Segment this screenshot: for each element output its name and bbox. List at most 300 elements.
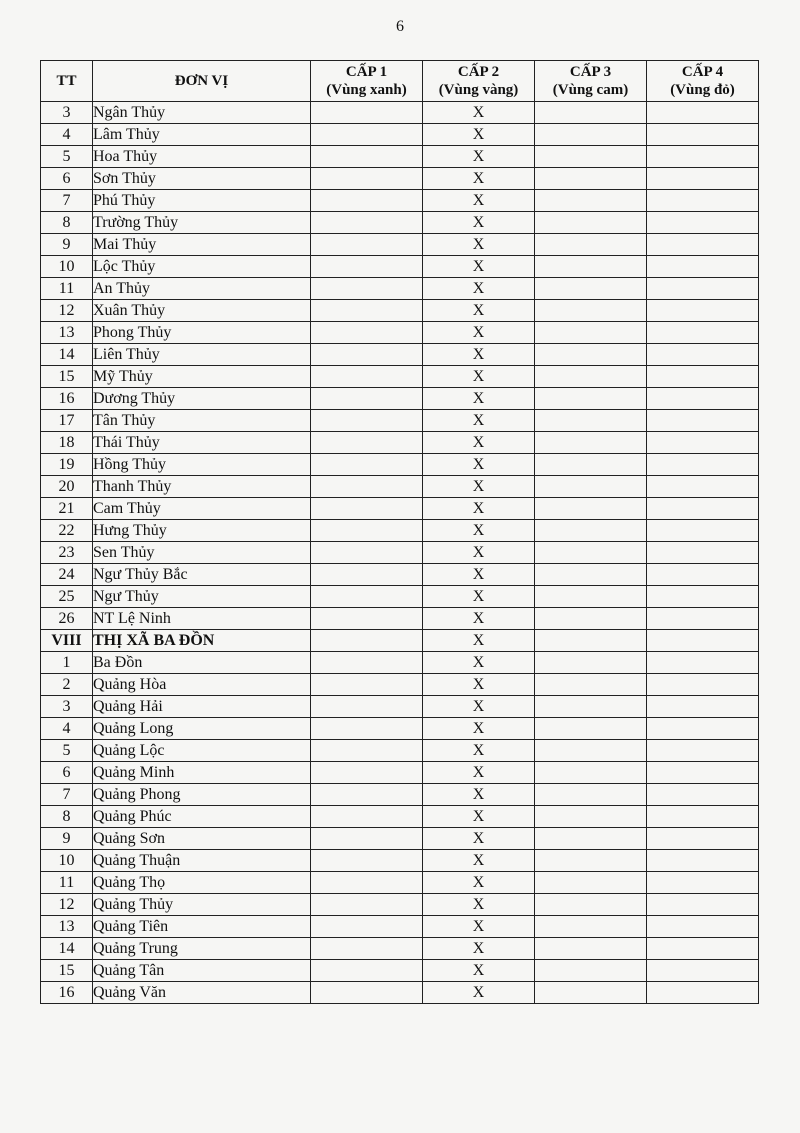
- level-1-cell: [311, 740, 423, 762]
- level-4-cell: [647, 366, 759, 388]
- level-2-cell: X: [423, 410, 535, 432]
- row-number: 24: [41, 564, 93, 586]
- row-number: 4: [41, 124, 93, 146]
- table-row: [41, 432, 759, 454]
- row-number: 13: [41, 916, 93, 938]
- unit-name: Phú Thủy: [93, 190, 311, 212]
- unit-name: Thanh Thủy: [93, 476, 311, 498]
- level-1-cell: [311, 784, 423, 806]
- level-4-cell: [647, 806, 759, 828]
- row-number: 6: [41, 762, 93, 784]
- unit-name: Hồng Thủy: [93, 454, 311, 476]
- unit-name: Lâm Thủy: [93, 124, 311, 146]
- row-number: 8: [41, 806, 93, 828]
- level-3-cell: [535, 498, 647, 520]
- level-1-cell: [311, 718, 423, 740]
- row-number: 9: [41, 234, 93, 256]
- level-3-cell: [535, 102, 647, 124]
- header-level-3: [535, 61, 647, 102]
- table-row: [41, 124, 759, 146]
- level-3-cell: [535, 960, 647, 982]
- row-number: 15: [41, 960, 93, 982]
- level-2-cell: X: [423, 190, 535, 212]
- unit-name: Xuân Thủy: [93, 300, 311, 322]
- unit-name: Quảng Văn: [93, 982, 311, 1004]
- table-row: [41, 828, 759, 850]
- level-4-cell: [647, 740, 759, 762]
- level-2-cell: X: [423, 234, 535, 256]
- table-row: [41, 960, 759, 982]
- level-1-cell: [311, 344, 423, 366]
- row-number: 1: [41, 652, 93, 674]
- level-1-cell: [311, 278, 423, 300]
- header-unit: ĐƠN VỊ: [93, 61, 311, 102]
- level-2-cell: X: [423, 872, 535, 894]
- level-1-cell: [311, 828, 423, 850]
- level-3-cell: [535, 652, 647, 674]
- level-2-cell: X: [423, 476, 535, 498]
- level-4-cell: [647, 652, 759, 674]
- level-1-cell: [311, 498, 423, 520]
- header-level-3-title: CẤP 3: [569, 64, 612, 80]
- level-3-cell: [535, 322, 647, 344]
- level-3-cell: [535, 454, 647, 476]
- level-2-cell: X: [423, 586, 535, 608]
- header-level-4-zone: (Vùng đỏ): [670, 82, 735, 98]
- level-3-cell: [535, 608, 647, 630]
- level-1-cell: [311, 872, 423, 894]
- level-1-cell: [311, 564, 423, 586]
- unit-name: Ngư Thủy Bắc: [93, 564, 311, 586]
- row-number: 5: [41, 146, 93, 168]
- table-row: [41, 520, 759, 542]
- row-number: 3: [41, 102, 93, 124]
- level-1-cell: [311, 234, 423, 256]
- level-1-cell: [311, 696, 423, 718]
- level-3-cell: [535, 586, 647, 608]
- unit-name: Phong Thủy: [93, 322, 311, 344]
- table-body: [41, 102, 759, 1004]
- level-4-cell: [647, 696, 759, 718]
- level-4-cell: [647, 718, 759, 740]
- row-number: 26: [41, 608, 93, 630]
- table-row: [41, 344, 759, 366]
- level-3-cell: [535, 388, 647, 410]
- row-number: 16: [41, 982, 93, 1004]
- row-number: 14: [41, 344, 93, 366]
- row-number: 15: [41, 366, 93, 388]
- level-4-cell: [647, 960, 759, 982]
- table-row: [41, 168, 759, 190]
- level-2-cell: X: [423, 938, 535, 960]
- row-number: 2: [41, 674, 93, 696]
- level-3-cell: [535, 806, 647, 828]
- level-4-cell: [647, 190, 759, 212]
- header-level-2-zone: (Vùng vàng): [438, 82, 519, 98]
- unit-name: Quảng Hòa: [93, 674, 311, 696]
- table-row: [41, 388, 759, 410]
- unit-name: Quảng Sơn: [93, 828, 311, 850]
- level-2-cell: X: [423, 784, 535, 806]
- level-3-cell: [535, 872, 647, 894]
- zone-level-table: [40, 60, 759, 1004]
- level-4-cell: [647, 212, 759, 234]
- row-number: 11: [41, 278, 93, 300]
- level-1-cell: [311, 630, 423, 652]
- unit-name: Liên Thủy: [93, 344, 311, 366]
- unit-name: Quảng Trung: [93, 938, 311, 960]
- level-2-cell: X: [423, 960, 535, 982]
- unit-name: Mai Thủy: [93, 234, 311, 256]
- header-level-1-zone: (Vùng xanh): [326, 82, 407, 98]
- table-row: [41, 542, 759, 564]
- level-1-cell: [311, 674, 423, 696]
- row-number: 10: [41, 850, 93, 872]
- level-2-cell: X: [423, 520, 535, 542]
- page-number: 6: [396, 18, 404, 35]
- row-number: 12: [41, 300, 93, 322]
- level-3-cell: [535, 784, 647, 806]
- level-2-cell: X: [423, 498, 535, 520]
- unit-name: Quảng Phong: [93, 784, 311, 806]
- unit-name: Ngư Thủy: [93, 586, 311, 608]
- row-number: 10: [41, 256, 93, 278]
- row-number: 4: [41, 718, 93, 740]
- row-number: 23: [41, 542, 93, 564]
- level-4-cell: [647, 542, 759, 564]
- level-4-cell: [647, 630, 759, 652]
- header-level-4: [647, 61, 759, 102]
- level-1-cell: [311, 476, 423, 498]
- level-1-cell: [311, 542, 423, 564]
- level-3-cell: [535, 410, 647, 432]
- table-row: [41, 696, 759, 718]
- level-1-cell: [311, 960, 423, 982]
- row-number: 7: [41, 190, 93, 212]
- level-3-cell: [535, 762, 647, 784]
- level-2-cell: X: [423, 740, 535, 762]
- level-2-cell: X: [423, 322, 535, 344]
- table-row: [41, 850, 759, 872]
- table-row: [41, 982, 759, 1004]
- level-4-cell: [647, 762, 759, 784]
- level-1-cell: [311, 388, 423, 410]
- level-4-cell: [647, 872, 759, 894]
- table-row: [41, 476, 759, 498]
- level-2-cell: X: [423, 124, 535, 146]
- level-3-cell: [535, 938, 647, 960]
- level-4-cell: [647, 410, 759, 432]
- level-3-cell: [535, 740, 647, 762]
- table-row: [41, 586, 759, 608]
- level-1-cell: [311, 520, 423, 542]
- level-3-cell: [535, 168, 647, 190]
- row-number: 7: [41, 784, 93, 806]
- section-name: THỊ XÃ BA ĐỒN: [93, 630, 311, 652]
- row-number: 13: [41, 322, 93, 344]
- row-number: 14: [41, 938, 93, 960]
- unit-name: Quảng Lộc: [93, 740, 311, 762]
- level-2-cell: X: [423, 212, 535, 234]
- table-row: [41, 938, 759, 960]
- level-3-cell: [535, 234, 647, 256]
- table-row: [41, 806, 759, 828]
- level-1-cell: [311, 608, 423, 630]
- level-1-cell: [311, 894, 423, 916]
- level-4-cell: [647, 498, 759, 520]
- level-3-cell: [535, 146, 647, 168]
- level-2-cell: X: [423, 762, 535, 784]
- level-1-cell: [311, 454, 423, 476]
- level-1-cell: [311, 982, 423, 1004]
- level-2-cell: X: [423, 256, 535, 278]
- row-number: 9: [41, 828, 93, 850]
- level-4-cell: [647, 168, 759, 190]
- level-1-cell: [311, 366, 423, 388]
- table-row: [41, 652, 759, 674]
- table-row: [41, 234, 759, 256]
- level-1-cell: [311, 762, 423, 784]
- unit-name: Mỹ Thủy: [93, 366, 311, 388]
- table-row: [41, 916, 759, 938]
- level-4-cell: [647, 146, 759, 168]
- level-3-cell: [535, 696, 647, 718]
- row-number: 22: [41, 520, 93, 542]
- row-number: 17: [41, 410, 93, 432]
- table-row: [41, 454, 759, 476]
- level-3-cell: [535, 366, 647, 388]
- level-1-cell: [311, 256, 423, 278]
- level-4-cell: [647, 982, 759, 1004]
- unit-name: Sơn Thủy: [93, 168, 311, 190]
- level-1-cell: [311, 806, 423, 828]
- unit-name: Quảng Thuận: [93, 850, 311, 872]
- unit-name: An Thủy: [93, 278, 311, 300]
- level-4-cell: [647, 894, 759, 916]
- level-2-cell: X: [423, 718, 535, 740]
- header-level-2-title: CẤP 2: [457, 64, 500, 80]
- level-2-cell: X: [423, 674, 535, 696]
- level-2-cell: X: [423, 850, 535, 872]
- level-2-cell: X: [423, 608, 535, 630]
- level-4-cell: [647, 388, 759, 410]
- level-1-cell: [311, 410, 423, 432]
- row-number: 19: [41, 454, 93, 476]
- level-1-cell: [311, 916, 423, 938]
- level-1-cell: [311, 586, 423, 608]
- level-2-cell: X: [423, 388, 535, 410]
- level-2-cell: X: [423, 630, 535, 652]
- level-4-cell: [647, 938, 759, 960]
- level-2-cell: X: [423, 542, 535, 564]
- row-number: 11: [41, 872, 93, 894]
- unit-name: Trường Thủy: [93, 212, 311, 234]
- table-row: [41, 322, 759, 344]
- level-2-cell: X: [423, 828, 535, 850]
- unit-name: Cam Thủy: [93, 498, 311, 520]
- header-level-1: [311, 61, 423, 102]
- level-4-cell: [647, 476, 759, 498]
- level-3-cell: [535, 982, 647, 1004]
- unit-name: Hưng Thủy: [93, 520, 311, 542]
- level-2-cell: X: [423, 102, 535, 124]
- level-2-cell: X: [423, 652, 535, 674]
- unit-name: Quảng Thủy: [93, 894, 311, 916]
- level-3-cell: [535, 256, 647, 278]
- level-3-cell: [535, 300, 647, 322]
- level-3-cell: [535, 476, 647, 498]
- level-2-cell: X: [423, 366, 535, 388]
- unit-name: Thái Thủy: [93, 432, 311, 454]
- level-1-cell: [311, 212, 423, 234]
- table-row: [41, 146, 759, 168]
- level-1-cell: [311, 190, 423, 212]
- level-2-cell: X: [423, 344, 535, 366]
- unit-name: Quảng Phúc: [93, 806, 311, 828]
- level-2-cell: X: [423, 432, 535, 454]
- level-4-cell: [647, 322, 759, 344]
- table-row: [41, 190, 759, 212]
- level-2-cell: X: [423, 696, 535, 718]
- unit-name: Quảng Thọ: [93, 872, 311, 894]
- level-3-cell: [535, 432, 647, 454]
- row-number: 3: [41, 696, 93, 718]
- table-row: [41, 300, 759, 322]
- level-3-cell: [535, 718, 647, 740]
- level-2-cell: X: [423, 564, 535, 586]
- table-row: [41, 366, 759, 388]
- table-row: [41, 256, 759, 278]
- row-number: VIII: [41, 630, 93, 652]
- level-1-cell: [311, 938, 423, 960]
- table-row: [41, 762, 759, 784]
- level-3-cell: [535, 894, 647, 916]
- table-row: [41, 212, 759, 234]
- level-2-cell: X: [423, 806, 535, 828]
- level-4-cell: [647, 828, 759, 850]
- level-2-cell: X: [423, 454, 535, 476]
- table-row: [41, 498, 759, 520]
- level-4-cell: [647, 520, 759, 542]
- table-header-row: [41, 61, 759, 102]
- unit-name: Dương Thủy: [93, 388, 311, 410]
- level-4-cell: [647, 586, 759, 608]
- unit-name: Sen Thủy: [93, 542, 311, 564]
- level-1-cell: [311, 432, 423, 454]
- row-number: 25: [41, 586, 93, 608]
- level-3-cell: [535, 190, 647, 212]
- level-4-cell: [647, 256, 759, 278]
- level-1-cell: [311, 146, 423, 168]
- unit-name: Ngân Thủy: [93, 102, 311, 124]
- level-4-cell: [647, 674, 759, 696]
- table-row: [41, 740, 759, 762]
- level-3-cell: [535, 674, 647, 696]
- level-1-cell: [311, 850, 423, 872]
- level-1-cell: [311, 652, 423, 674]
- table-row: [41, 784, 759, 806]
- table-row: [41, 102, 759, 124]
- level-2-cell: X: [423, 916, 535, 938]
- level-4-cell: [647, 124, 759, 146]
- level-4-cell: [647, 564, 759, 586]
- level-4-cell: [647, 102, 759, 124]
- unit-name: Quảng Long: [93, 718, 311, 740]
- unit-name: Quảng Hải: [93, 696, 311, 718]
- unit-name: Tân Thủy: [93, 410, 311, 432]
- table-row: [41, 564, 759, 586]
- header-level-2: [423, 61, 535, 102]
- level-2-cell: X: [423, 300, 535, 322]
- level-3-cell: [535, 564, 647, 586]
- row-number: 16: [41, 388, 93, 410]
- level-4-cell: [647, 608, 759, 630]
- level-1-cell: [311, 124, 423, 146]
- level-3-cell: [535, 630, 647, 652]
- level-3-cell: [535, 850, 647, 872]
- level-4-cell: [647, 300, 759, 322]
- level-2-cell: X: [423, 146, 535, 168]
- row-number: 21: [41, 498, 93, 520]
- level-4-cell: [647, 916, 759, 938]
- header-level-4-title: CẤP 4: [681, 64, 724, 80]
- level-3-cell: [535, 124, 647, 146]
- table-row: [41, 674, 759, 696]
- level-1-cell: [311, 300, 423, 322]
- level-2-cell: X: [423, 278, 535, 300]
- level-1-cell: [311, 168, 423, 190]
- level-3-cell: [535, 542, 647, 564]
- header-tt: TT: [41, 61, 93, 102]
- table-row: [41, 608, 759, 630]
- unit-name: NT Lệ Ninh: [93, 608, 311, 630]
- table-row: [41, 894, 759, 916]
- table-row: [41, 872, 759, 894]
- unit-name: Hoa Thủy: [93, 146, 311, 168]
- row-number: 5: [41, 740, 93, 762]
- level-2-cell: X: [423, 894, 535, 916]
- unit-name: Quảng Minh: [93, 762, 311, 784]
- unit-name: Quảng Tiên: [93, 916, 311, 938]
- level-3-cell: [535, 916, 647, 938]
- level-3-cell: [535, 212, 647, 234]
- level-1-cell: [311, 322, 423, 344]
- level-4-cell: [647, 432, 759, 454]
- level-4-cell: [647, 454, 759, 476]
- table-row: [41, 278, 759, 300]
- unit-name: Quảng Tân: [93, 960, 311, 982]
- level-4-cell: [647, 278, 759, 300]
- header-level-3-zone: (Vùng cam): [552, 82, 629, 98]
- section-row: [41, 630, 759, 652]
- row-number: 8: [41, 212, 93, 234]
- unit-name: Ba Đồn: [93, 652, 311, 674]
- row-number: 12: [41, 894, 93, 916]
- table-row: [41, 410, 759, 432]
- table-row: [41, 718, 759, 740]
- header-level-1-title: CẤP 1: [345, 64, 388, 80]
- level-4-cell: [647, 784, 759, 806]
- level-2-cell: X: [423, 982, 535, 1004]
- level-3-cell: [535, 278, 647, 300]
- level-4-cell: [647, 850, 759, 872]
- level-4-cell: [647, 344, 759, 366]
- level-3-cell: [535, 828, 647, 850]
- unit-name: Lộc Thủy: [93, 256, 311, 278]
- row-number: 18: [41, 432, 93, 454]
- level-3-cell: [535, 520, 647, 542]
- row-number: 6: [41, 168, 93, 190]
